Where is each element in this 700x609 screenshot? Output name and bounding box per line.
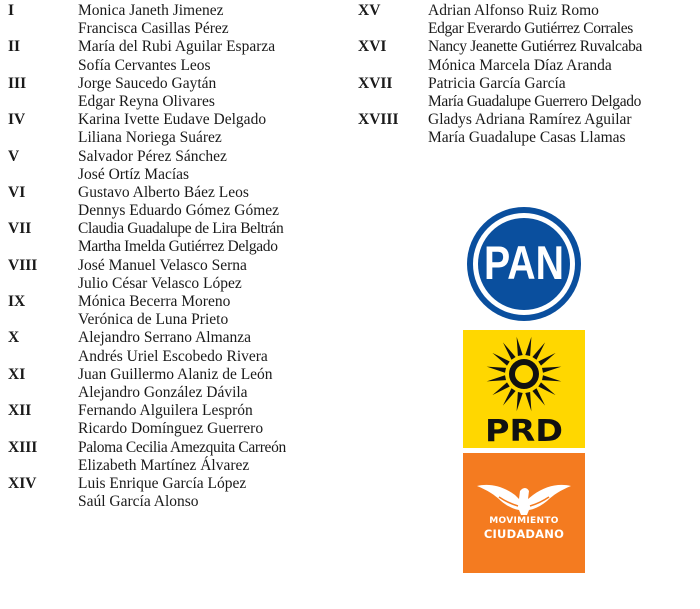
district-entry (8, 2, 348, 38)
candidate-name-secondary: Andrés Uriel Escobedo Rivera (78, 347, 268, 365)
candidate-name-primary: Adrian Alfonso Ruiz Romo (428, 2, 599, 19)
district-number: IV (8, 111, 26, 129)
prd-sun-center (515, 365, 533, 383)
district-number: XVI (358, 38, 387, 56)
mc-logo-line2: CIUDADANO (483, 527, 565, 541)
district-entry (358, 75, 698, 111)
candidate-names (78, 293, 348, 329)
district-entry (8, 366, 348, 402)
mc-logo-line1: MOVIMIENTO (489, 516, 559, 526)
candidate-names (78, 257, 348, 293)
candidate-name-primary: Nancy Jeanette Gutiérrez Ruvalcaba (428, 38, 643, 56)
candidate-name-primary: Monica Janeth Jimenez (78, 2, 224, 19)
candidate-names (428, 75, 698, 111)
prd-logo (463, 330, 585, 448)
district-entry (8, 475, 348, 511)
district-entry (8, 220, 348, 256)
candidate-name-secondary: José Ortíz Macías (78, 165, 190, 183)
candidate-names (428, 111, 698, 147)
candidate-name-primary: Paloma Cecilia Amezquita Carreón (78, 438, 286, 456)
candidate-names (428, 2, 698, 38)
prd-logo-graphic (463, 330, 585, 448)
district-number: I (8, 2, 15, 19)
candidate-name-secondary: Sofía Cervantes Leos (78, 56, 211, 74)
district-number: XVIII (358, 111, 399, 129)
district-number: VII (8, 220, 32, 238)
candidate-name-secondary: Verónica de Luna Prieto (78, 311, 229, 329)
district-number: III (8, 74, 27, 92)
candidate-name-primary: Jorge Saucedo Gaytán (78, 74, 217, 92)
district-entry (8, 148, 348, 184)
district-entry (8, 257, 348, 293)
district-number: XI (8, 365, 26, 383)
candidate-names (78, 148, 348, 184)
candidate-names (78, 75, 348, 111)
movimiento-ciudadano-logo (463, 453, 585, 573)
district-number: XIII (8, 438, 38, 456)
district-entry (8, 184, 348, 220)
candidate-name-secondary: María Guadalupe Guerrero Delgado (428, 92, 642, 110)
pan-logo-text: PAN (484, 236, 564, 289)
district-entry (358, 38, 698, 74)
candidate-name-primary: José Manuel Velasco Serna (78, 256, 247, 274)
candidate-name-primary: Patricia García García (428, 74, 566, 92)
district-entry (358, 2, 698, 38)
candidate-name-secondary: Elizabeth Martínez Álvarez (78, 456, 250, 474)
district-number: XII (8, 402, 32, 420)
district-entry (8, 75, 348, 111)
candidate-name-secondary: Julio César Velasco López (78, 274, 242, 292)
candidate-names (78, 184, 348, 220)
district-entry (358, 111, 698, 147)
candidate-name-primary: Salvador Pérez Sánchez (78, 147, 227, 165)
candidate-names (78, 220, 348, 256)
candidate-name-primary: Gladys Adriana Ramírez Aguilar (428, 111, 632, 129)
candidate-name-secondary: Saúl García Alonso (78, 493, 199, 511)
candidate-names (78, 402, 348, 438)
candidate-name-primary: Fernando Alguilera Lesprón (78, 402, 253, 420)
district-number: II (8, 38, 21, 56)
district-entry (8, 329, 348, 365)
candidate-name-secondary: Dennys Eduardo Gómez Gómez (78, 202, 280, 220)
candidate-name-primary: Karina Ivette Eudave Delgado (78, 111, 267, 129)
pan-logo (463, 206, 585, 323)
candidate-names (78, 439, 348, 475)
candidate-names (78, 111, 348, 147)
candidate-name-primary: Claudia Guadalupe de Lira Beltrán (78, 220, 284, 238)
district-number: V (8, 147, 20, 165)
candidate-names (428, 38, 698, 74)
candidate-name-secondary: Mónica Marcela Díaz Aranda (428, 56, 612, 74)
candidate-name-primary: María del Rubi Aguilar Esparza (78, 38, 276, 56)
candidate-name-secondary: Edgar Reyna Olivares (78, 92, 215, 110)
candidate-names (78, 329, 348, 365)
candidate-name-secondary: Ricardo Domínguez Guerrero (78, 420, 264, 438)
district-list-right (358, 2, 698, 148)
pan-logo-graphic (463, 206, 585, 323)
district-number: X (8, 329, 20, 347)
district-number: XVII (358, 74, 393, 92)
candidate-name-secondary: Liliana Noriega Suárez (78, 129, 222, 147)
district-entry (8, 111, 348, 147)
district-list-left (8, 2, 348, 511)
candidate-names (78, 38, 348, 74)
candidate-name-secondary: Martha Imelda Gutiérrez Delgado (78, 238, 278, 256)
candidate-names (78, 475, 348, 511)
district-entry (8, 38, 348, 74)
candidate-name-primary: Luis Enrique García López (78, 474, 247, 492)
prd-logo-text: PRD (485, 414, 563, 448)
candidate-name-primary: Juan Guillermo Alaniz de León (78, 365, 273, 383)
district-number: XV (358, 2, 381, 19)
candidate-names (78, 366, 348, 402)
district-number: XIV (8, 474, 37, 492)
district-number: VIII (8, 256, 38, 274)
district-number: IX (8, 293, 26, 310)
district-entry (8, 439, 348, 475)
candidate-name-primary: Alejandro Serrano Almanza (78, 329, 252, 347)
candidate-name-primary: Gustavo Alberto Báez Leos (78, 183, 249, 201)
district-entry (8, 402, 348, 438)
candidate-name-primary: Mónica Becerra Moreno (78, 293, 231, 310)
candidate-name-secondary: Edgar Everardo Gutiérrez Corrales (428, 20, 633, 38)
eagle-icon (463, 453, 585, 573)
candidate-name-secondary: Alejandro González Dávila (78, 383, 248, 401)
candidate-name-secondary: María Guadalupe Casas Llamas (428, 129, 626, 147)
candidate-names (78, 2, 348, 38)
district-entry (8, 293, 348, 329)
candidate-name-secondary: Francisca Casillas Pérez (78, 20, 229, 38)
district-number: VI (8, 183, 26, 201)
